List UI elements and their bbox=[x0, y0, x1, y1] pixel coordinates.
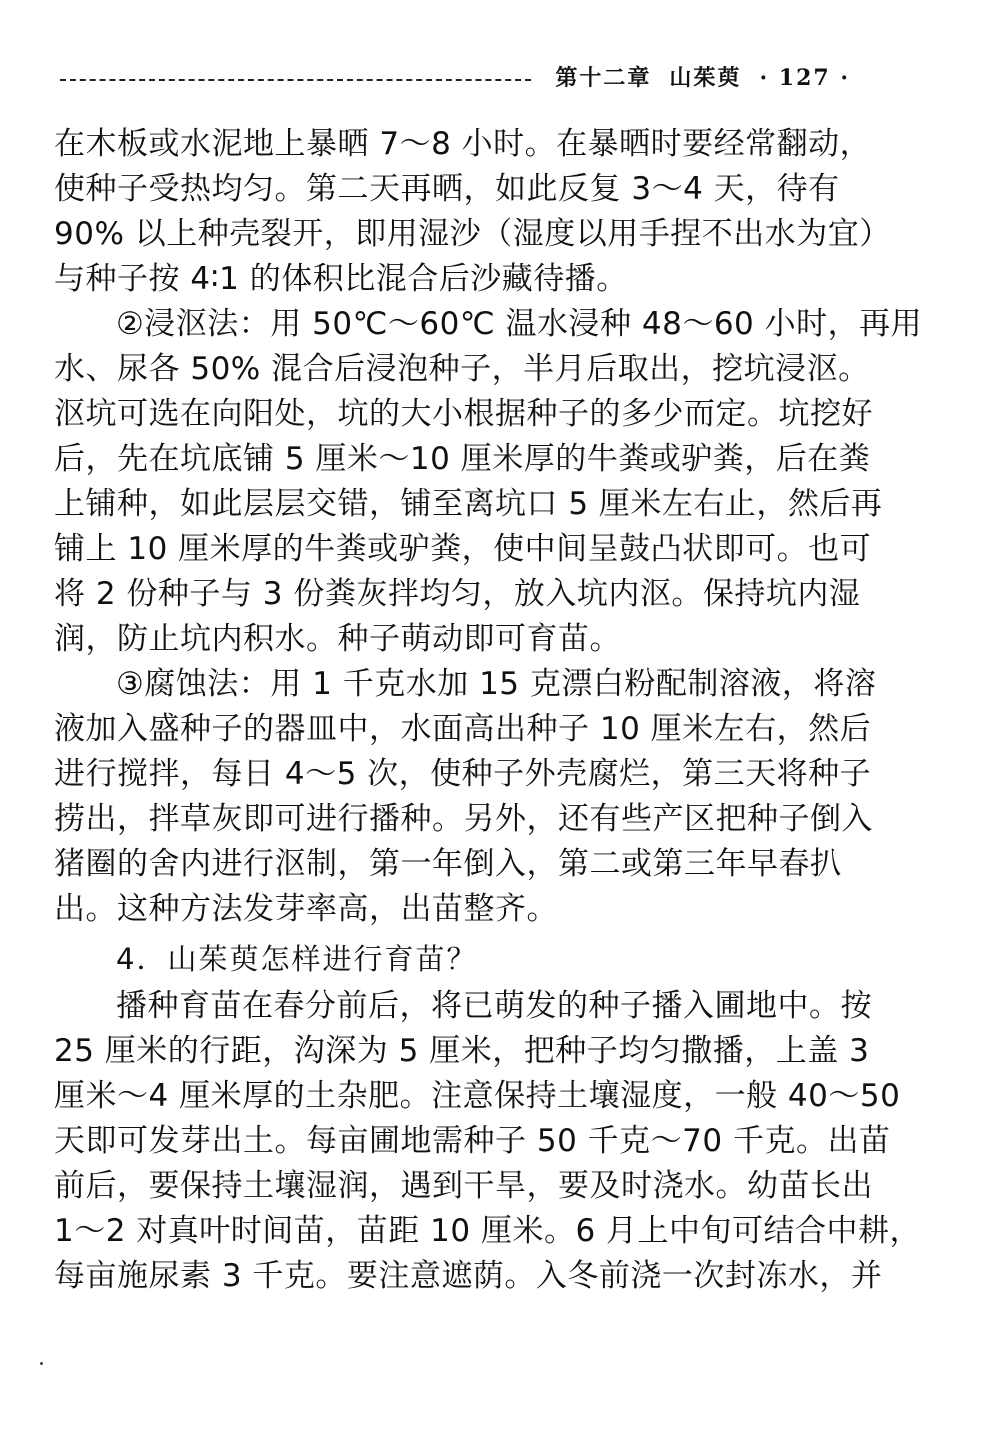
text-line: 前后，要保持土壤湿润，遇到干旱，要及时浇水。幼苗长出 bbox=[54, 1168, 873, 1204]
paragraph-seedling: 播种育苗在春分前后，将已萌发的种子播入圃地中。按 bbox=[116, 988, 872, 1024]
page-number: · 127 · bbox=[759, 64, 850, 91]
text-line: 将 2 份种子与 3 份粪灰拌均匀，放入坑内沤。保持坑内湿 bbox=[54, 576, 861, 612]
running-header bbox=[60, 56, 850, 96]
text-line: 90% 以上种壳裂开，即用湿沙（湿度以用手捏不出水为宜） bbox=[54, 216, 891, 252]
book-subject: 山茱萸 bbox=[669, 64, 742, 91]
page-body bbox=[54, 122, 923, 1299]
text-line: 1～2 对真叶时间苗，苗距 10 厘米。6 月上中旬可结合中耕， bbox=[54, 1213, 922, 1249]
text-line: 出。这种方法发芽率高，出苗整齐。 bbox=[54, 891, 558, 927]
section-heading: 4．山茱萸怎样进行育苗？ bbox=[116, 942, 478, 976]
text-line: 每亩施尿素 3 千克。要注意遮荫。入冬前浇一次封冻水，并 bbox=[54, 1258, 883, 1294]
header-text bbox=[537, 61, 850, 92]
text-line: 天即可发芽出土。每亩圃地需种子 50 千克～70 千克。出苗 bbox=[54, 1123, 891, 1159]
text-line: 在木板或水泥地上暴晒 7～8 小时。在暴晒时要经常翻动， bbox=[54, 126, 872, 162]
text-line: 厘米～4 厘米厚的土杂肥。注意保持土壤湿度，一般 40～50 bbox=[54, 1078, 901, 1114]
text-line: 上铺种，如此层层交错，铺至离坑口 5 厘米左右止，然后再 bbox=[54, 486, 883, 522]
text-line: 进行搅拌，每日 4～5 次，使种子外壳腐烂，第三天将种子 bbox=[54, 756, 872, 792]
chapter-title: 第十二章 bbox=[555, 64, 652, 91]
text-line: 25 厘米的行距，沟深为 5 厘米，把种子均匀撒播，上盖 3 bbox=[54, 1033, 870, 1069]
text-line: 捞出，拌草灰即可进行播种。另外，还有些产区把种子倒入 bbox=[54, 801, 873, 837]
text-line: 铺上 10 厘米厚的牛粪或驴粪，使中间呈鼓凸状即可。也可 bbox=[54, 531, 872, 567]
header-rule bbox=[60, 79, 531, 81]
text-line: 沤坑可选在向阳处，坑的大小根据种子的多少而定。坑挖好 bbox=[54, 396, 873, 432]
text-line: 水、尿各 50% 混合后浸泡种子，半月后取出，挖坑浸沤。 bbox=[54, 351, 870, 387]
text-line: 使种子受热均匀。第二天再晒，如此反复 3～4 天，待有 bbox=[54, 171, 840, 207]
scan-speck bbox=[40, 1362, 43, 1365]
text-line: 后，先在坑底铺 5 厘米～10 厘米厚的牛粪或驴粪，后在粪 bbox=[54, 441, 871, 477]
text-line: 与种子按 4∶1 的体积比混合后沙藏待播。 bbox=[54, 261, 628, 297]
paragraph-soaking-method: ②浸沤法：用 50℃～60℃ 温水浸种 48～60 小时，再用 bbox=[116, 306, 923, 342]
text-line: 猪圈的舍内进行沤制，第一年倒入，第二或第三年早春扒 bbox=[54, 846, 842, 882]
text-line: 液加入盛种子的器皿中，水面高出种子 10 厘米左右，然后 bbox=[54, 711, 872, 747]
text-line: 润，防止坑内积水。种子萌动即可育苗。 bbox=[54, 621, 621, 657]
paragraph-corrosion-method: ③腐蚀法：用 1 千克水加 15 克漂白粉配制溶液，将溶 bbox=[116, 666, 877, 702]
